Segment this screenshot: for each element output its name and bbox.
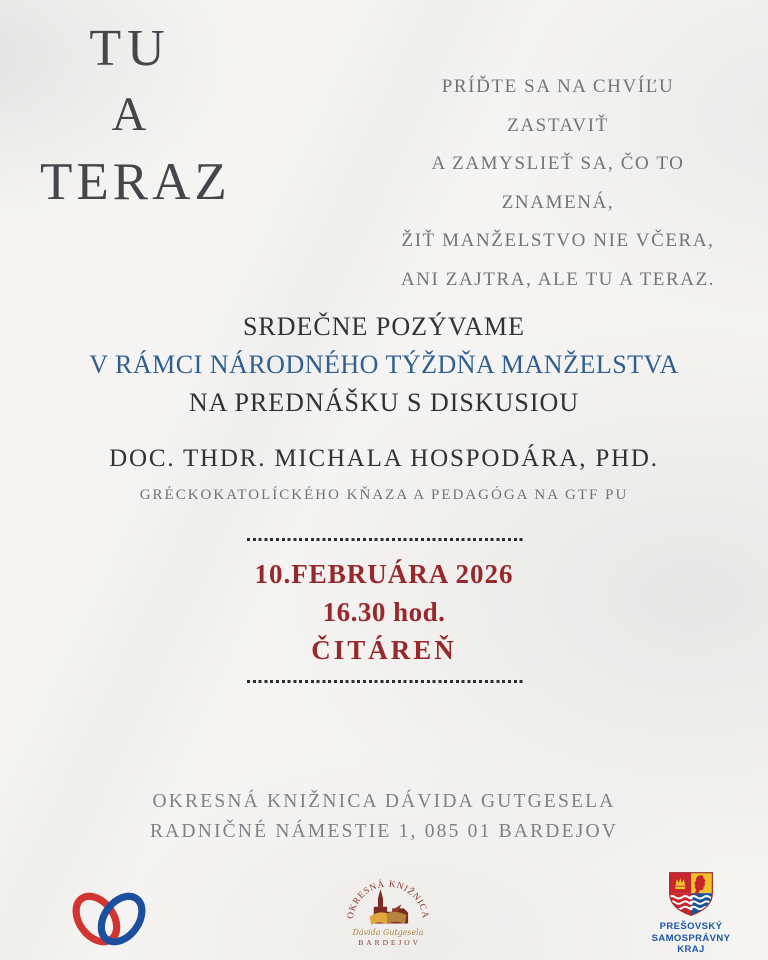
library-logo [342,866,434,950]
psk-label-line-1: PREŠOVSKÝ [659,921,723,932]
psk-label-line-3: KRAJ [677,944,705,955]
quote-line: A ZAMYSLIEŤ SA, ČO TO ZNAMENÁ, [431,153,685,213]
brand-line-1: TU [89,20,171,77]
dotted-divider-top [247,538,525,541]
marriage-week-heart-icon [64,886,154,952]
speaker-name: DOC. THDR. MICHALA HOSPODÁRA, PHD. [109,445,659,472]
venue-street: RADNIČNÉ NÁMESTIE 1, 085 01 BARDEJOV [149,821,619,842]
brand-line-3: TERAZ [40,153,231,212]
event-date: 10.FEBRUÁRA 2026 [254,559,514,589]
quote-line: ANI ZAJTRA, ALE TU A TERAZ. [400,268,716,290]
psk-coat-of-arms-icon [668,870,714,918]
brand-wordmark [40,20,231,212]
library-city-text: BARDEJOV [358,938,422,948]
library-arc-text: OKRESNÁ KNIŽNICA [344,878,432,920]
invitation-heading [0,308,768,422]
psk-logo [645,870,737,956]
intro-quote [390,68,726,299]
invitation-line-1: SRDEČNE POZÝVAME [242,312,526,341]
invitation-line-3: NA PREDNÁŠKU S DISKUSIOU [188,388,580,417]
library-script-text: Dávida Gutgesela [352,928,424,938]
psk-label [645,921,737,956]
event-place: ČITÁREŇ [311,635,457,665]
quote-line: PRÍĎTE SA NA CHVÍĽU ZASTAVIŤ [441,76,675,136]
invitation-line-2: V RÁMCI NÁRODNÉHO TÝŽDŇA MANŽELSTVA [89,350,679,379]
event-time: 16.30 hod. [322,597,446,627]
speaker-description: GRÉCKOKATOLÍCKÉHO KŇAZA A PEDAGÓGA NA GTF PU [139,487,629,503]
event-details [0,555,768,669]
psk-label-line-2: SAMOSPRÁVNY [651,932,731,944]
brand-line-2: A [111,88,149,142]
quote-line: ŽIŤ MANŽELSTVO NIE VČERA, [401,230,715,251]
venue-address [0,787,768,847]
venue-name: OKRESNÁ KNIŽNICA DÁVIDA GUTGESELA [152,791,616,812]
dotted-divider-bottom [247,680,525,683]
crown-glyph [675,878,685,889]
